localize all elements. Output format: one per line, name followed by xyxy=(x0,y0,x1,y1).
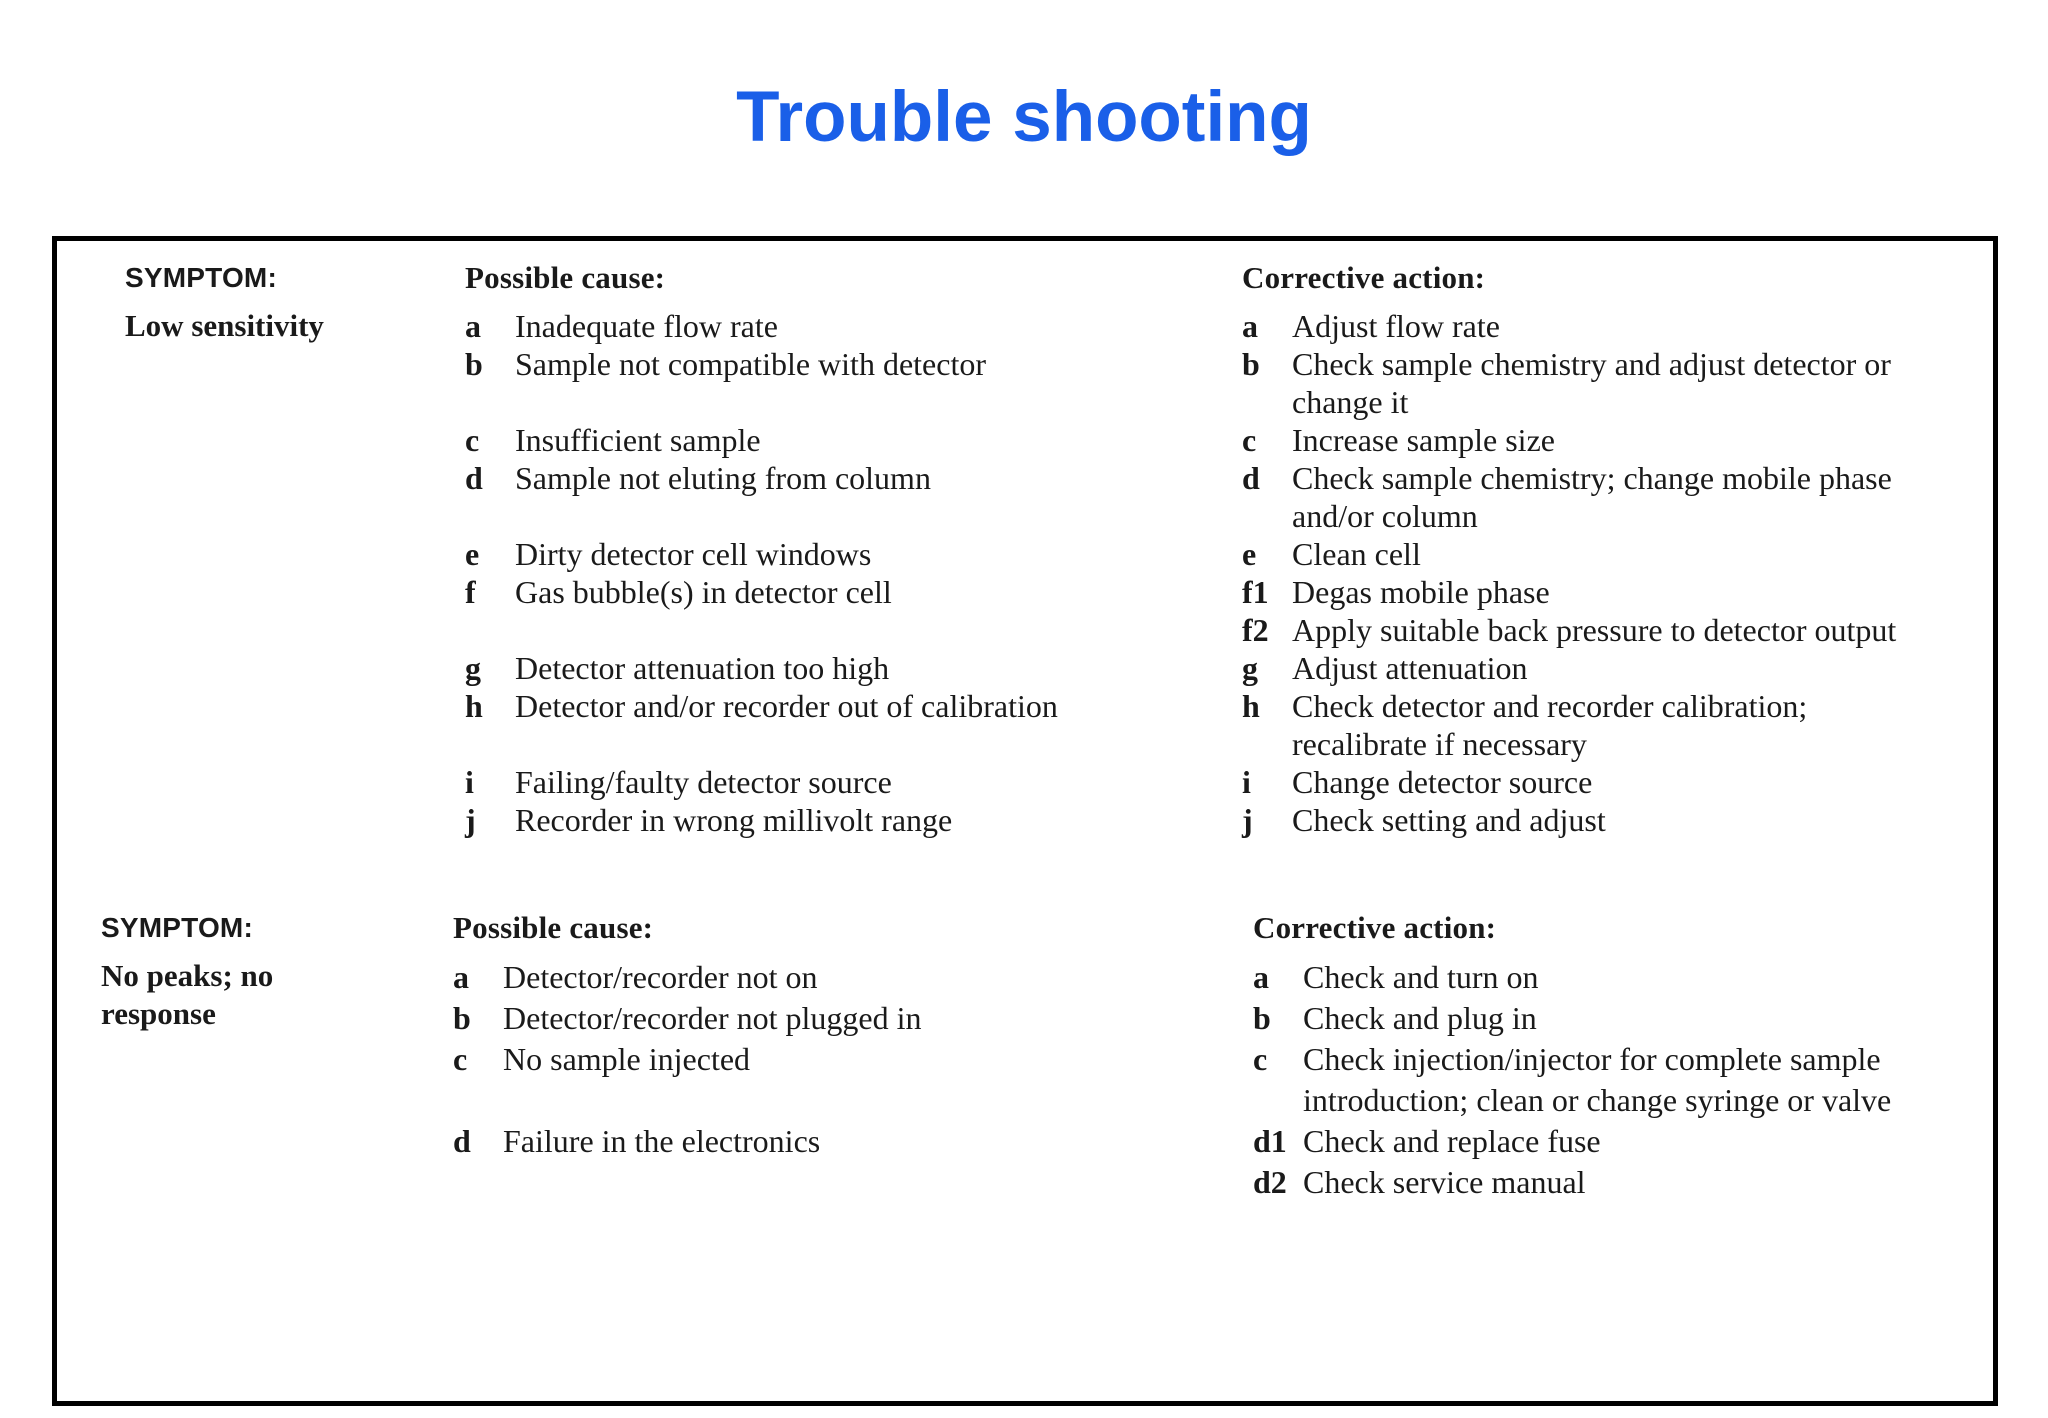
list-item xyxy=(1242,573,1942,611)
item-text: Detector/recorder not plugged in xyxy=(503,1000,922,1036)
list-item xyxy=(1253,957,1953,998)
troubleshooting-table xyxy=(52,236,1998,1406)
item-letter: a xyxy=(1242,308,1258,344)
item-text: Check service manual xyxy=(1303,1164,1586,1200)
item-text: Check and turn on xyxy=(1303,959,1539,995)
item-letter: d xyxy=(1242,460,1260,496)
item-letter: e xyxy=(465,536,480,572)
action-label: Corrective action: xyxy=(1253,910,1497,945)
item-text: Check injection/injector for complete sample introduction; clean or change syringe or valve xyxy=(1303,1041,1892,1118)
item-text: Dirty detector cell windows xyxy=(515,536,872,572)
item-text: Increase sample size xyxy=(1292,422,1555,458)
item-text: Sample not eluting from column xyxy=(515,460,931,496)
spacer xyxy=(465,611,1205,649)
item-letter: c xyxy=(465,422,480,458)
cause-column xyxy=(453,909,1193,1162)
list-item xyxy=(465,459,1205,497)
item-letter: e xyxy=(1242,536,1257,572)
item-text: Clean cell xyxy=(1292,536,1421,572)
item-letter: b xyxy=(1242,346,1260,382)
item-text: Change detector source xyxy=(1292,764,1593,800)
list-item xyxy=(465,535,1205,573)
list-item xyxy=(1242,801,1942,839)
symptom-value: No peaks; no response xyxy=(101,958,274,1031)
list-item xyxy=(1242,535,1942,573)
item-text: Apply suitable back pressure to detector output xyxy=(1292,612,1897,648)
item-text: Check and replace fuse xyxy=(1303,1123,1601,1159)
item-letter: b xyxy=(465,346,483,382)
symptom-label: SYMPTOM: xyxy=(101,912,253,943)
item-text: Adjust attenuation xyxy=(1292,650,1528,686)
page-title: Trouble shooting xyxy=(736,78,1312,157)
item-letter: f1 xyxy=(1242,574,1269,610)
list-item xyxy=(1253,1039,1953,1121)
list-item xyxy=(1242,307,1942,345)
list-item xyxy=(465,307,1205,345)
list-item xyxy=(1242,611,1942,649)
item-text: Detector/recorder not on xyxy=(503,959,818,995)
spacer xyxy=(465,725,1205,763)
item-text: Inadequate flow rate xyxy=(515,308,778,344)
spacer xyxy=(465,497,1205,535)
spacer xyxy=(453,1080,1193,1121)
item-text: Adjust flow rate xyxy=(1292,308,1500,344)
symptom-column xyxy=(125,259,425,345)
item-text: No sample injected xyxy=(503,1041,751,1077)
list-item xyxy=(1242,459,1942,535)
item-text: Detector attenuation too high xyxy=(515,650,890,686)
item-letter: c xyxy=(1253,1041,1268,1077)
item-letter: g xyxy=(1242,650,1258,686)
list-item xyxy=(465,649,1205,687)
item-text: Check and plug in xyxy=(1303,1000,1537,1036)
action-column xyxy=(1253,909,1953,1203)
item-letter: d xyxy=(453,1123,471,1159)
item-letter: c xyxy=(453,1041,468,1077)
cause-label: Possible cause: xyxy=(465,260,666,295)
item-letter: d xyxy=(465,460,483,496)
list-item xyxy=(465,763,1205,801)
item-text: Check setting and adjust xyxy=(1292,802,1606,838)
item-letter: f2 xyxy=(1242,612,1269,648)
item-text: Check detector and recorder calibration; recalibrate if necessary xyxy=(1292,688,1808,762)
list-item xyxy=(1253,1121,1953,1162)
item-text: Recorder in wrong millivolt range xyxy=(515,802,953,838)
action-column xyxy=(1242,259,1942,839)
list-item xyxy=(465,573,1205,611)
item-text: Insufficient sample xyxy=(515,422,761,458)
item-text: Check sample chemistry; change mobile phase and/or column xyxy=(1292,460,1892,534)
list-item xyxy=(465,421,1205,459)
list-item xyxy=(1242,421,1942,459)
list-item xyxy=(453,1121,1193,1162)
list-item xyxy=(1253,998,1953,1039)
symptom-column xyxy=(101,909,341,1033)
list-item xyxy=(1242,345,1942,421)
list-item xyxy=(465,801,1205,839)
list-item xyxy=(1242,763,1942,801)
item-text: Failure in the electronics xyxy=(503,1123,821,1159)
list-item xyxy=(453,998,1193,1039)
item-letter: j xyxy=(1242,802,1253,838)
action-label: Corrective action: xyxy=(1242,260,1486,295)
symptom-label: SYMPTOM: xyxy=(125,262,277,293)
item-text: Failing/faulty detector source xyxy=(515,764,892,800)
item-text: Gas bubble(s) in detector cell xyxy=(515,574,892,610)
item-letter: a xyxy=(453,959,469,995)
symptom-value: Low sensitivity xyxy=(125,308,324,343)
item-letter: h xyxy=(1242,688,1260,724)
item-letter: i xyxy=(465,764,474,800)
list-item xyxy=(453,957,1193,998)
item-letter: g xyxy=(465,650,481,686)
item-letter: d2 xyxy=(1253,1164,1287,1200)
list-item xyxy=(453,1039,1193,1080)
item-letter: d1 xyxy=(1253,1123,1287,1159)
item-letter: h xyxy=(465,688,483,724)
item-letter: i xyxy=(1242,764,1251,800)
item-text: Sample not compatible with detector xyxy=(515,346,986,382)
item-text: Detector and/or recorder out of calibration xyxy=(515,688,1058,724)
list-item xyxy=(1242,687,1942,763)
list-item xyxy=(1253,1162,1953,1203)
item-letter: b xyxy=(1253,1000,1271,1036)
item-letter: a xyxy=(1253,959,1269,995)
list-item xyxy=(1242,649,1942,687)
item-letter: j xyxy=(465,802,476,838)
item-letter: a xyxy=(465,308,481,344)
item-letter: c xyxy=(1242,422,1257,458)
spacer xyxy=(465,383,1205,421)
list-item xyxy=(465,687,1205,725)
item-letter: b xyxy=(453,1000,471,1036)
list-item xyxy=(465,345,1205,383)
cause-label: Possible cause: xyxy=(453,910,654,945)
item-letter: f xyxy=(465,574,476,610)
item-text: Check sample chemistry and adjust detector or change it xyxy=(1292,346,1891,420)
item-text: Degas mobile phase xyxy=(1292,574,1550,610)
cause-column xyxy=(465,259,1205,839)
